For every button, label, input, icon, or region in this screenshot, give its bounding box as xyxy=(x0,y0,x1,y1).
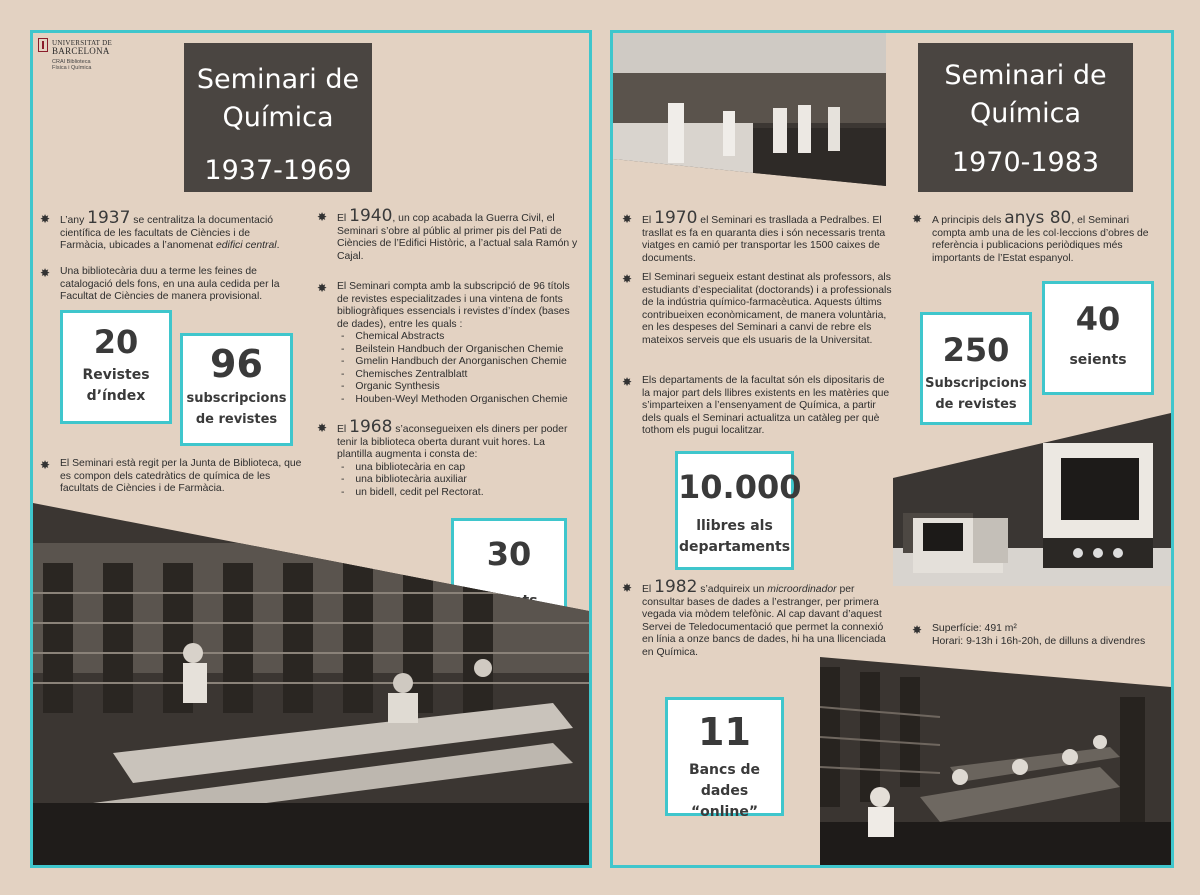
star-bullet-icon: ✸ xyxy=(317,281,328,295)
hours-text: Horari: 9-13h i 16h-20h, de dilluns a divendres xyxy=(932,635,1146,647)
star-bullet-icon: ✸ xyxy=(622,581,633,595)
star-bullet-icon: ✸ xyxy=(912,623,923,637)
left-bullet-1940: ✸ El 1940, un cop acabada la Guerra Civil, el Seminari s’obre al públic al primer pis del Pati de Ciències de l’Edifici Històric, a l’actual sala Ramón y Cajal. xyxy=(317,206,578,262)
left-title-line1: Seminari de xyxy=(196,64,360,95)
list-item: - una bibliotecària auxiliar xyxy=(341,474,579,487)
microcomputer-photo xyxy=(893,413,1171,586)
left-bullet-1937: ✸ L’any 1937 se centralitza la documentació científica de les facultats de Ciències i de Farmàcia, ubicades a l’anomenat edifici central. xyxy=(40,208,280,251)
left-bullet-junta: ✸ El Seminari està regit per la Junta de Biblioteca, que es compon dels catedràtics de química de les facultats de Ciències i de Farmàcia. xyxy=(40,458,302,494)
index-journals-list xyxy=(337,331,579,406)
reading-room-1970s-photo xyxy=(820,657,1171,865)
surface-text: Superfície: 491 m² xyxy=(932,623,1017,634)
right-bullet-80s: ✸ A principis dels anys 80, el Seminari compta amb una de les col·leccions d’obres de referència i publicacions periòdiques més importants de l’Estat espanyol. xyxy=(912,208,1149,264)
right-bullet-1982: ✸ El 1982 s’adquireix un microordinador per consultar bases de dades a l’estranger, per primera vegada via mòdem telefònic. Al cap davant d’aquest Servei de Teledocumentació que permet la connexió en línia a onze bancs de dades, hi ha una llicenciada en Química. xyxy=(622,577,886,658)
right-title-box xyxy=(918,43,1133,192)
star-bullet-icon: ✸ xyxy=(40,266,51,280)
stat-seats-left: 30 xyxy=(451,518,567,634)
stat-index-journals: 20 Revistes d’índex xyxy=(60,310,172,424)
stat-subscriptions: 96 subscripcions de revistes xyxy=(180,333,293,446)
stat-seats-right: 40 seients xyxy=(1042,281,1154,395)
star-bullet-icon: ✸ xyxy=(622,272,633,286)
star-bullet-icon: ✸ xyxy=(622,375,633,389)
right-title-line2: Química xyxy=(969,98,1082,129)
list-item: - Organic Synthesis xyxy=(341,381,579,394)
list-item: - Gmelin Handbuch der Anorganischen Chemie xyxy=(341,356,579,369)
left-years: 1937-1969 xyxy=(204,155,352,186)
left-title-box xyxy=(184,43,372,192)
stat-online-databases: 11 Bancs de dades “online” xyxy=(665,697,784,816)
right-title-line1: Seminari de xyxy=(944,60,1107,91)
star-bullet-icon: ✸ xyxy=(622,212,633,226)
star-bullet-icon: ✸ xyxy=(317,210,328,224)
list-item: - un bidell, cedit pel Rectorat. xyxy=(341,487,579,500)
staff-list xyxy=(337,462,579,500)
right-bullet-surface-hours xyxy=(912,623,1182,648)
list-item: - una bibliotecària en cap xyxy=(341,462,579,475)
right-bullet-departments: ✸ Els departaments de la facultat són els dipositaris de la major part dels llibres existents en les matèries que s’imparteixen a l’ensenyament de Química, a partir dels quals el Seminari actualitza un catàleg per què tothom els pugui localitzar. xyxy=(622,375,890,436)
star-bullet-icon: ✸ xyxy=(40,212,51,226)
right-bullet-users: ✸ El Seminari segueix estant destinat als professors, als estudiants d’especialitat (doctorands) i a professionals de la indústria químico-farmacèutica. Aquests últims contribueixen econòmicament, de manera voluntària, en les despeses del Seminari a canvi de rebre els mateixos serveis que els usuaris de la Universitat. xyxy=(622,272,892,346)
star-bullet-icon: ✸ xyxy=(40,458,51,472)
stat-journal-subscriptions: 250 Subscripcions de revistes xyxy=(920,312,1032,425)
right-years: 1970-1983 xyxy=(951,147,1100,178)
list-item: - Chemical Abstracts xyxy=(341,331,579,344)
left-bullet-1968: ✸ El 1968 s’aconsegueixen els diners per poder tenir la biblioteca oberta durant vuit hores. La plantilla augmenta i consta de: - una bibliotecària en cap - una bibliotecària auxiliar - un bidell, cedit pel Rectorat. xyxy=(317,421,579,499)
pedralbes-counter-photo xyxy=(613,33,886,186)
star-bullet-icon: ✸ xyxy=(317,421,328,435)
university-shield-icon xyxy=(38,38,48,52)
logo-line-1: UNIVERSITAT DE xyxy=(52,39,113,47)
left-bullet-librarian: ✸ Una bibliotecària duu a terme les feines de catalogació dels fons, en una aula cedida per la Facultat de Ciències de manera provisional. xyxy=(40,266,280,302)
right-bullet-1970: ✸ El 1970 el Seminari es trasllada a Pedralbes. El trasllat es fa en quaranta dies i són necessaris trenta viatges en camió per transportar les 1500 caixes de documents. xyxy=(622,208,886,264)
left-bullet-subscriptions: ✸ El Seminari compta amb la subscripció de 96 títols de revistes especialitzades i una vintena de fonts bibliogràfiques essencials i revistes d’índex (bases de dades), entre les quals : - Chemical Abstracts - Beilstein Handbuch der Organischen Chemie - Gmelin Handbuch der Anorganischen Chemie - Chemisches Zentralblatt - Organic Synthesis - Houben-Weyl Methoden Organischen Chemie xyxy=(317,281,579,406)
stat-department-books: 10.000 llibres als departaments xyxy=(675,451,794,570)
reading-room-1940s-photo xyxy=(33,503,589,865)
list-item: - Chemisches Zentralblatt xyxy=(341,369,579,382)
logo-line-2: BARCELONA xyxy=(52,46,110,56)
logo-line-4: Física i Química xyxy=(52,65,92,71)
list-item: - Houben-Weyl Methoden Organischen Chemie xyxy=(341,394,579,407)
logo-line-3: CRAI Biblioteca xyxy=(52,59,91,65)
left-title-line2: Química xyxy=(222,102,334,133)
list-item: - Beilstein Handbuch der Organischen Chemie xyxy=(341,344,579,357)
star-bullet-icon: ✸ xyxy=(912,212,923,226)
